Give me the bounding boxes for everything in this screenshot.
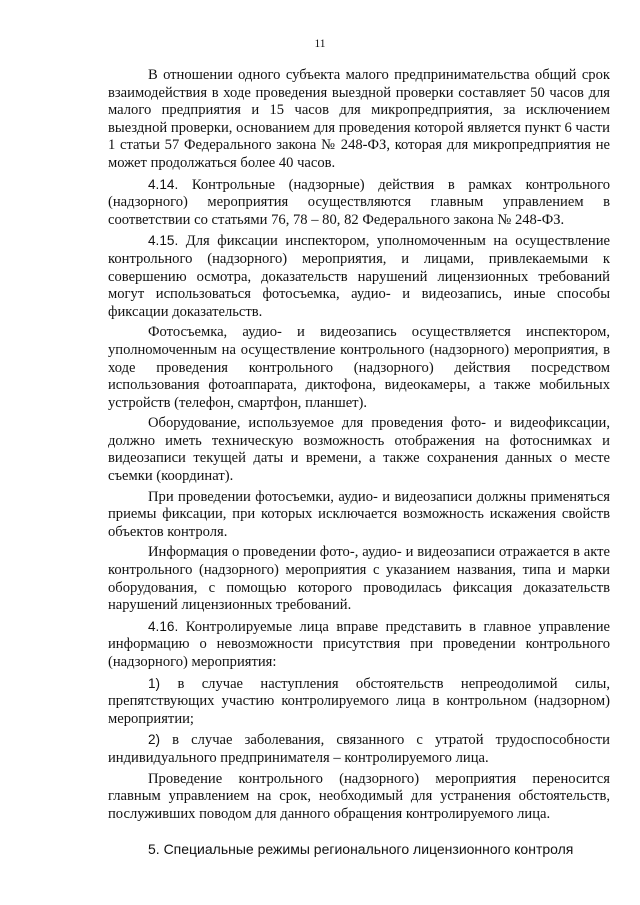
clause-number: 4.15. [148,233,179,249]
clause-4-16 [108,618,610,672]
page-number: 11 [314,38,326,50]
paragraph-postponement: Проведение контрольного (надзорного) мероприятия переносится главным управлением на срок, необходимый для устранения обстоятельств, послуживших поводом для данного обращения контролируемого лица. [108,770,610,822]
list-item-illness [108,731,610,767]
clause-text: Контролируемые лица вправе представить в главное управление информацию о невозможности присутствия при проведении контрольного (надзорного) мероприятия: [108,618,610,670]
document-body [108,67,610,859]
list-item-force-majeure [108,675,610,729]
paragraph-equipment: Оборудование, используемое для проведения фото- и видеофиксации, должно иметь техническую возможность отображения на фотоснимках и видеозаписи текущей даты и времени, а также сохранения данных о месте съемки (координат). [108,415,610,485]
paragraph-recording-techniques: При проведении фотосъемки, аудио- и видеозаписи должны применяться приемы фиксации, при которых исключается возможность искажения свойств объектов контроля. [108,488,610,540]
list-item-number: 2) [148,732,161,748]
clause-4-14 [108,176,610,230]
section-heading: 5. Специальные режимы регионального лицензионного контроля [148,841,574,858]
clause-text: Для фиксации инспектором, уполномоченным на осуществление контрольного (надзорного) мероприятия, и лицами, привлекаемыми к совершению осмотра, доказательств нарушений лицензионных требований могут использоваться фотосъемка, аудио- и видеозапись, иные способы фиксации доказательств. [108,233,610,320]
list-item-number: 1) [148,675,161,691]
clause-number: 4.14. [148,176,179,192]
list-item-text: в случае заболевания, связанного с утратой трудоспособности индивидуального предпринимателя – контролируемого лица. [108,732,610,766]
paragraph-photo-recording: Фотосъемка, аудио- и видеозапись осуществляется инспектором, уполномоченным на осуществление контрольного (надзорного) мероприятия, в ходе проведения контрольного (надзорного) действия посредством использования фотоаппарата, диктофона, видеокамеры, а также мобильных устройств (телефон, смартфон, планшет). [108,324,610,411]
paragraph-interaction-time: В отношении одного субъекта малого предпринимательства общий срок взаимодействия в ходе проведения выездной проверки составляет 50 часов для малого предприятия и 15 часов для микропредприятия, за исключением выездной проверки, основанием для проведения которой является пункт 6 части 1 статьи 57 Федерального закона № 248-ФЗ, которая для микропредприятия не может продолжаться более 40 часов. [108,67,610,171]
clause-4-15 [108,232,610,321]
clause-text: Контрольные (надзорные) действия в рамках контрольного (надзорного) мероприятия осуществляются главным управлением в соответствии со статьями 76, 78 – 80, 82 Федерального закона № 248-ФЗ. [108,176,610,228]
list-item-text: в случае наступления обстоятельств непреодолимой силы, препятствующих участию контролируемого лица в контрольном (надзорном) мероприятии; [108,675,610,727]
clause-number: 4.16. [148,618,179,634]
paragraph-recording-info: Информация о проведении фото-, аудио- и видеозаписи отражается в акте контрольного (надзорного) мероприятия с указанием названия, типа и марки оборудования, с помощью которого проводилась фиксация доказательств нарушений лицензионных требований. [108,544,610,614]
